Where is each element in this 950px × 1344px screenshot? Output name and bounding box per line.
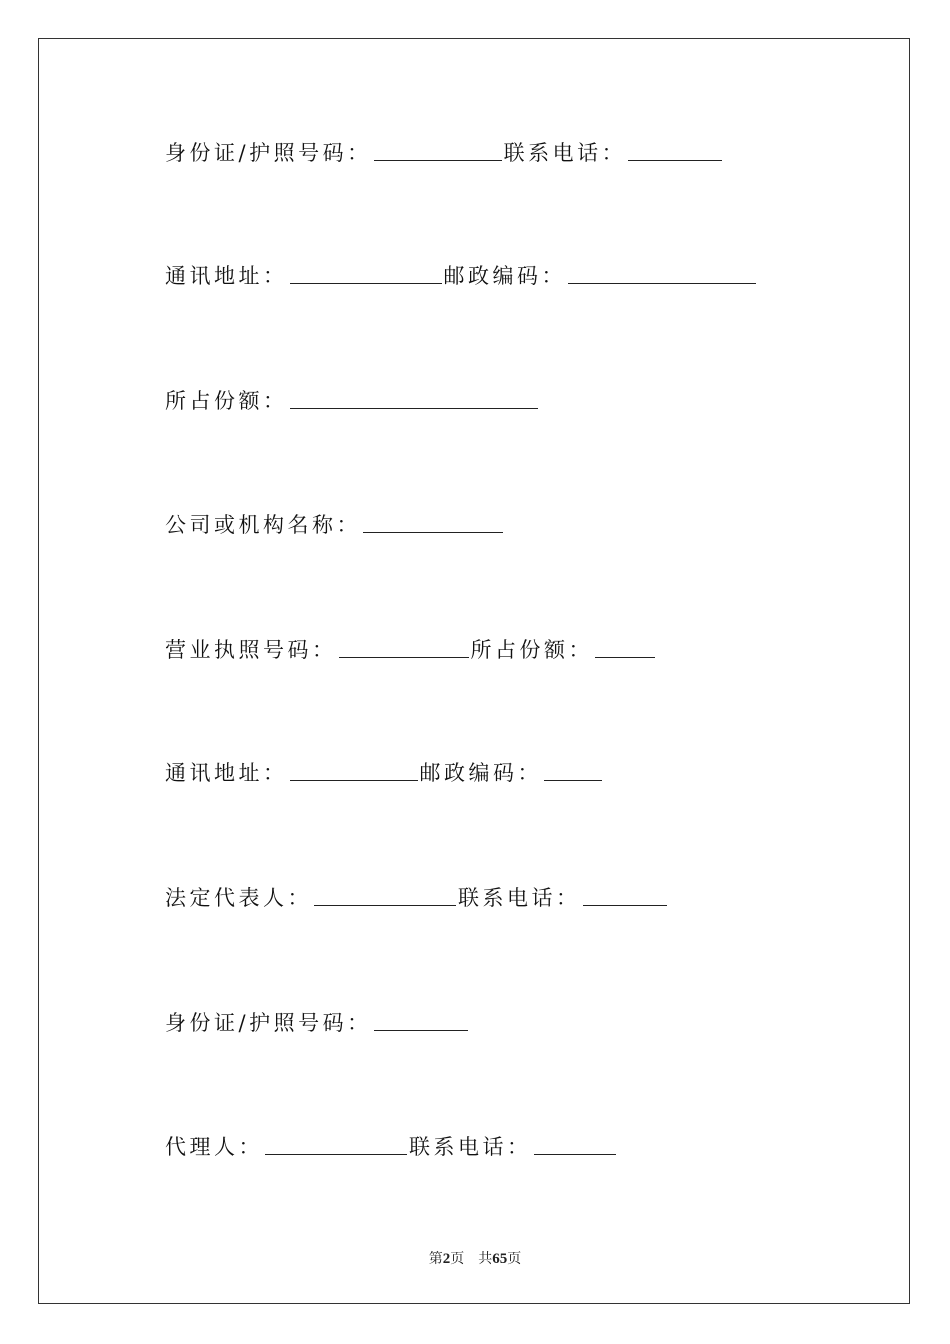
license-number-label: 营业执照号码： — [165, 638, 337, 662]
company-address-blank[interactable] — [290, 779, 418, 781]
company-address-label: 通讯地址： — [165, 761, 288, 785]
page-footer — [0, 1248, 950, 1268]
company-name-blank[interactable] — [363, 531, 503, 533]
share-label: 所占份额： — [165, 389, 288, 413]
legal-rep-blank[interactable] — [314, 904, 456, 906]
form-row-license-share — [165, 633, 657, 663]
company-share-blank[interactable] — [595, 656, 655, 658]
legal-rep-id-blank[interactable] — [374, 1029, 468, 1031]
page-suffix: 页 — [450, 1251, 465, 1267]
postcode-label: 邮政编码： — [443, 264, 566, 288]
form-row-address-postcode — [165, 259, 758, 289]
license-number-blank[interactable] — [339, 656, 469, 658]
agent-label: 代理人： — [165, 1135, 263, 1159]
page-border — [38, 38, 910, 1304]
page-number: 2 — [442, 1251, 451, 1267]
form-row-company-address-postcode — [165, 756, 604, 786]
total-suffix: 页 — [507, 1251, 522, 1267]
company-name-label: 公司或机构名称： — [165, 513, 361, 537]
phone-label: 联系电话： — [503, 141, 627, 165]
form-row-share — [165, 384, 540, 414]
agent-phone-blank[interactable] — [534, 1153, 616, 1155]
address-label: 通讯地址： — [165, 264, 288, 288]
total-pages: 65 — [492, 1251, 508, 1267]
form-row-company-name — [165, 508, 505, 538]
phone-blank[interactable] — [628, 159, 722, 161]
total-prefix: 共 — [478, 1251, 493, 1267]
address-blank[interactable] — [290, 282, 442, 284]
legal-rep-id-label: 身份证/护照号码： — [165, 1011, 372, 1035]
postcode-blank[interactable] — [568, 282, 756, 284]
form-row-legal-rep-id — [165, 1006, 470, 1036]
page-prefix: 第 — [428, 1251, 443, 1267]
agent-phone-label: 联系电话： — [409, 1135, 532, 1159]
form-row-agent-phone — [165, 1130, 618, 1160]
agent-blank[interactable] — [265, 1153, 407, 1155]
legal-rep-phone-label: 联系电话： — [458, 886, 581, 910]
id-passport-label: 身份证/护照号码： — [165, 141, 372, 165]
company-share-label: 所占份额： — [470, 638, 593, 662]
legal-rep-phone-blank[interactable] — [583, 904, 667, 906]
form-row-legal-rep-phone — [165, 881, 669, 911]
legal-rep-label: 法定代表人： — [165, 886, 312, 910]
company-postcode-label: 邮政编码： — [419, 761, 542, 785]
form-row-id-phone — [165, 136, 724, 166]
company-postcode-blank[interactable] — [544, 779, 602, 781]
id-passport-blank[interactable] — [374, 159, 502, 161]
share-blank[interactable] — [290, 407, 538, 409]
